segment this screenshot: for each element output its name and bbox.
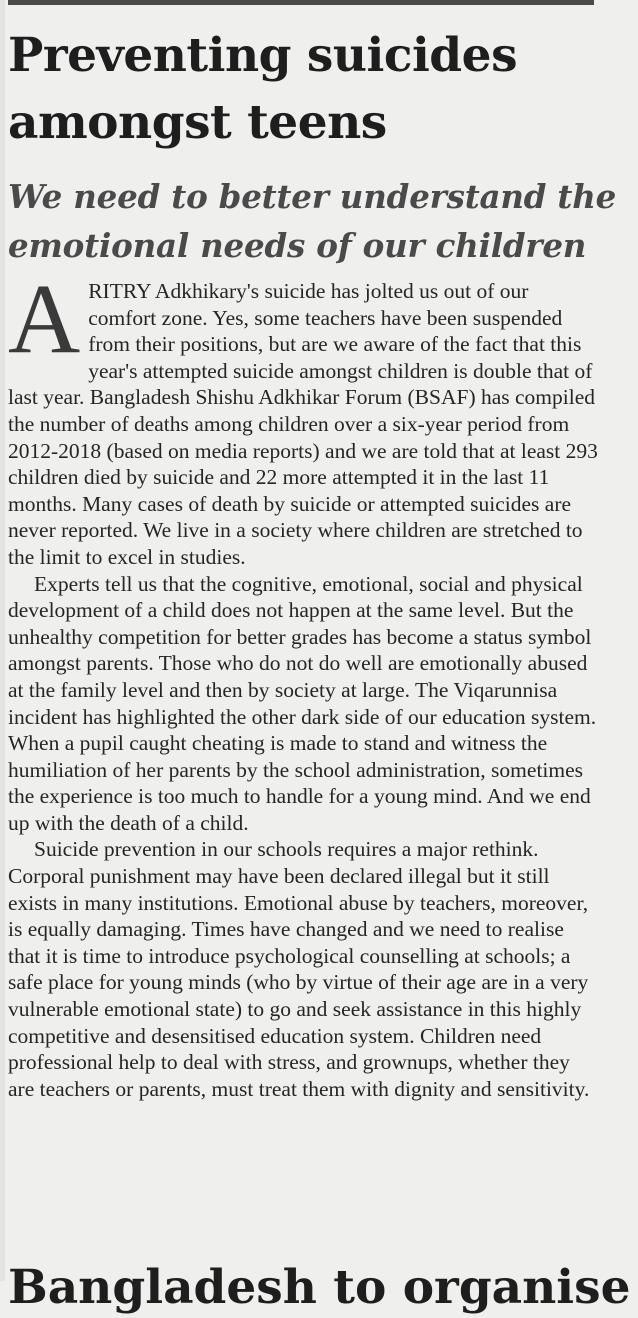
- paragraph-1-text: RITRY Adkhikary's suicide has jolted us out of our comfort zone. Yes, some teachers have been suspended from their positions, but are we aware of the fact that this year's attempted suicide amongst children is double that of last year. Bangladesh Shishu Adkhikar Forum (BSAF) has compiled the number of deaths among children over a six-year period from 2012-2018 (based on media reports) and we are told that at least 293 children died by suicide and 22 more attempted it in the last 11 months. Many cases of death by suicide or attempted suicides are never reported. We live in a society where children are stretched to the limit to excel in studies.: [8, 279, 598, 569]
- article-body: [8, 263, 598, 1102]
- next-article-headline-cropped: [8, 1260, 638, 1315]
- top-rule-divider: [8, 0, 594, 5]
- drop-cap: A: [8, 263, 81, 374]
- article-subheadline: We need to better understand the emotional needs of our children: [8, 177, 617, 265]
- paragraph-2: Experts tell us that the cognitive, emotional, social and physical development of a child does not happen at the same level. But the unhealthy competition for better grades has become a status symbol amongst parents. Those who do not do well are emotionally abused at the family level and then by society at large. The Viqarunnisa incident has highlighted the other dark side of our education system. When a pupil caught cheating is made to stand and witness the humiliation of her parents by the school administration, sometimes the experience is too much to handle for a young mind. And we end up with the death of a child.: [8, 571, 597, 835]
- page-edge: [0, 0, 5, 1281]
- paragraph-3: Suicide prevention in our schools requires a major rethink. Corporal punishment may have been declared illegal but it still exists in many institutions. Emotional abuse by teachers, moreover, is equally damaging. Times have changed and we need to realise that it is time to introduce psychological counselling at schools; a safe place for young minds (who by virtue of their age are in a very vulnerable emotional state) to go and seek assistance in this highly competitive and desensitised education system. Children need professional help to deal with stress, and grownups, whether they are teachers or parents, must treat them with dignity and sensitivity.: [8, 837, 590, 1101]
- next-article-headline: Bangladesh to organise: [8, 1260, 631, 1315]
- article-headline: Preventing suicides amongst teens: [8, 28, 518, 150]
- paragraph-1: [8, 263, 598, 571]
